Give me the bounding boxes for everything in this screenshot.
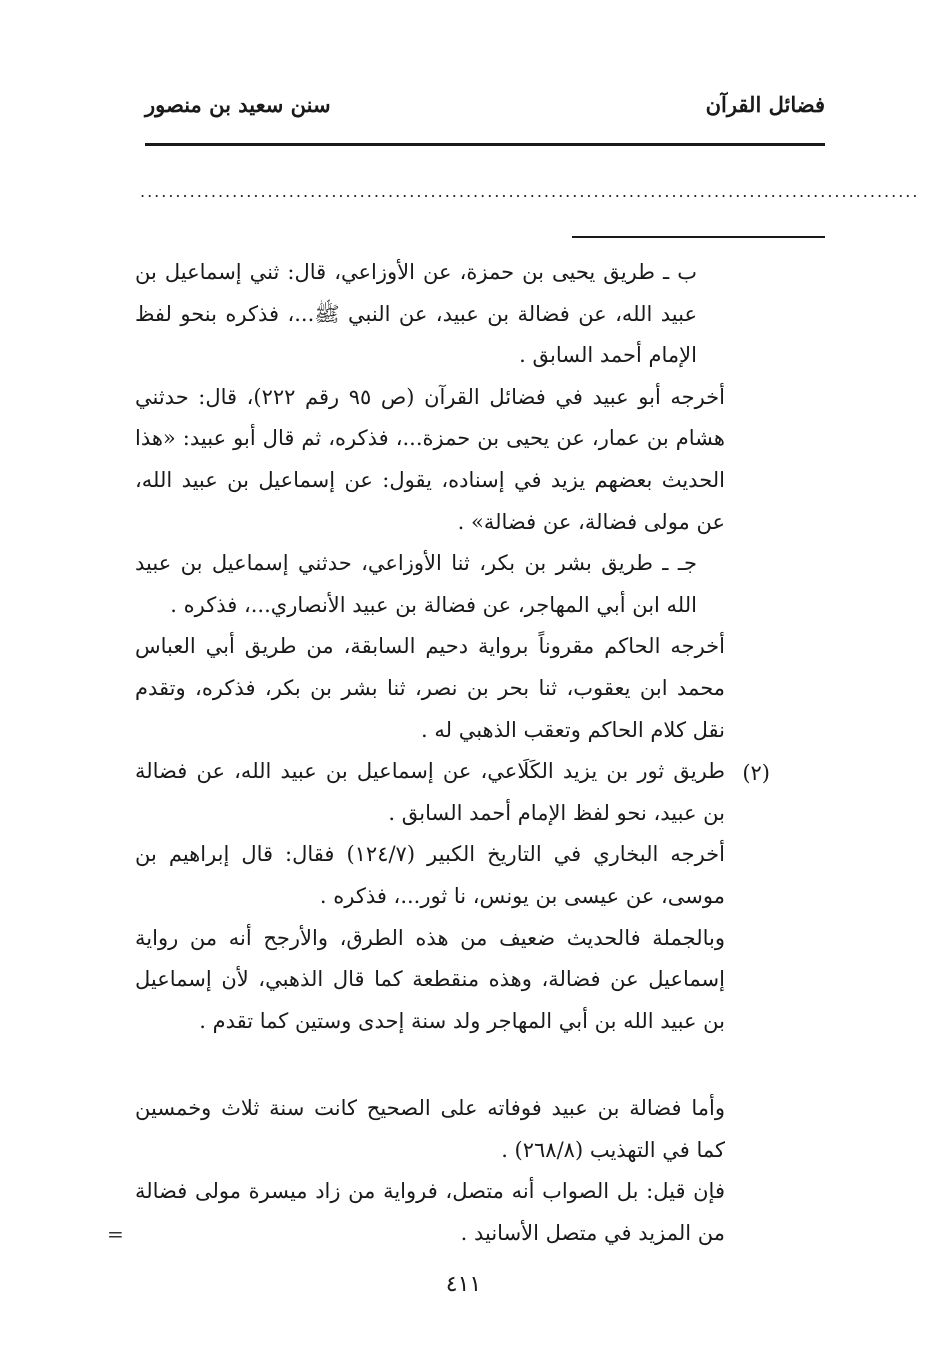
chapter-title: فضائل القرآن: [705, 92, 825, 117]
dotted-separator: ..............................................................................................................: [140, 182, 920, 201]
continuation-mark: =: [107, 1222, 124, 1246]
paragraph: طريق ثور بن يزيد الكَلَاعي، عن إسماعيل بن عبيد الله، عن فضالة بن عبيد، نحو لفظ الإمام أحمد السابق .: [135, 759, 725, 825]
footnote-number: (٢): [742, 761, 770, 785]
paragraph: وأما فضالة بن عبيد فوفاته على الصحيح كانت سنة ثلاث وخمسين كما في التهذيب (٢٦٨/٨) .: [135, 1096, 725, 1162]
page-number: ٤١١: [445, 1272, 482, 1297]
header-rule: [145, 143, 825, 146]
paragraph: أخرجه أبو عبيد في فضائل القرآن (ص ٩٥ رقم ٢٢٢)، قال: حدثني هشام بن عمار، عن يحيى بن حمزة...، فذكره، ثم قال أبو عبيد: «هذا الحديث بعضهم يزيد في إسناده، يقول: عن إسماعيل بن عبيد الله، عن مولى فضالة، عن فضالة» .: [135, 384, 725, 534]
paragraph: أخرجه البخاري في التاريخ الكبير (١٢٤/٧) فقال: قال إبراهيم بن موسى، عن عيسى بن يونس، نا ثور...، فذكره .: [135, 842, 725, 908]
paragraph-gap: [135, 1042, 725, 1088]
book-title: سنن سعيد بن منصور: [145, 92, 331, 117]
paragraph: جـ ـ طريق بشر بن بكر، ثنا الأوزاعي، حدثني إسماعيل بن عبيد الله ابن أبي المهاجر، عن فضالة بن عبيد الأنصاري...، فذكره .: [135, 551, 697, 617]
footnote-rule: [572, 236, 825, 238]
paragraph: وبالجملة فالحديث ضعيف من هذه الطرق، والأرجح أنه من رواية إسماعيل عن فضالة، وهذه منقطعة كما قال الذهبي، لأن إسماعيل بن عبيد الله بن أبي المهاجر ولد سنة إحدى وستين كما تقدم .: [135, 925, 725, 1033]
paragraph: فإن قيل: بل الصواب أنه متصل، فرواية من زاد ميسرة مولى فضالة من المزيد في متصل الأسانيد .: [135, 1179, 725, 1246]
footnote-body: [135, 252, 725, 1255]
paragraph: أخرجه الحاكم مقروناً برواية دحيم السابقة، من طريق أبي العباس محمد ابن يعقوب، ثنا بحر بن نصر، ثنا بشر بن بكر، فذكره، وتقدم نقل كلام الحاكم وتعقب الذهبي له .: [135, 634, 725, 742]
running-header: [145, 92, 825, 132]
paragraph: ب ـ طريق يحيى بن حمزة، عن الأوزاعي، قال: ثني إسماعيل بن عبيد الله، عن فضالة بن عبيد، عن النبي ﷺ...، فذكره بنحو لفظ الإمام أحمد السابق .: [135, 260, 697, 368]
